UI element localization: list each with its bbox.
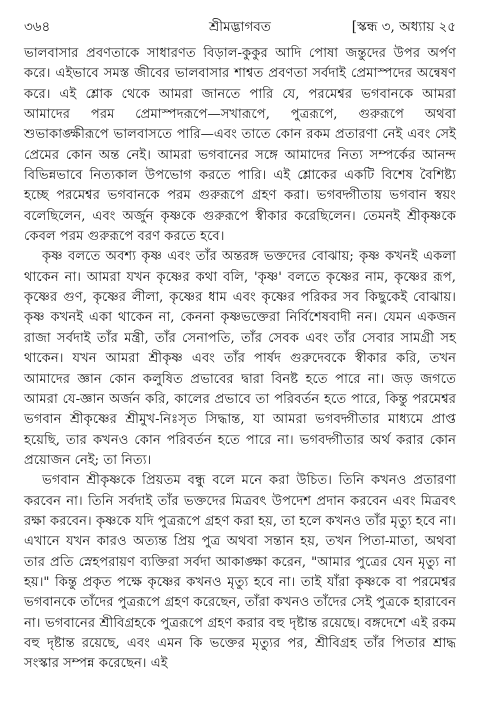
book-page [24,14,456,704]
paragraph-1: ভালবাসার প্রবণতাকে সাধারণত বিড়াল-কুকুর আদি পোষা জন্তুদের উপর অর্পণ করে। এইভাবে সমস্ত জীবের ভালবাসার শাশ্বত প্রবণতা সর্বদাই প্রেমাস্পদের অন্বেষণ করে। এই শ্লোক থেকে আমরা জানতে পারি যে, পরমেশ্বর ভগবানকে আমরা আমাদের পরম প্রেমাস্পদরূপে—সখারূপে, পুত্ররূপে, গুরুরূপে অথবা শুভাকাঙ্ক্ষীরূপে ভালবাসতে পারি—এবং তাতে কোন রকম প্রতারণা নেই এবং সেই প্রেমের কোন অন্ত নেই। আমরা ভগবানের সঙ্গে আমাদের নিত্য সম্পর্কের আনন্দ বিভিন্নভাবে নিত্যকাল উপভোগ করতে পারি। এই শ্লোকের একটি বিশেষ বৈশিষ্ট্য হচ্ছে পরমেশ্বর ভগবানকে পরম গুরুরূপে গ্রহণ করা। ভগবদ্গীতায় ভগবান স্বয়ং বলেছিলেন, এবং অর্জুন কৃষ্ণকে গুরুরূপে স্বীকার করেছিলেন। তেমনই শ্রীকৃষ্ণকে কেবল পরম গুরুরূপে বরণ করতে হবে। [24,46,456,245]
chapter-reference: [স্কন্ধ ৩, অধ্যায় ২৫ [351,19,456,35]
paragraph-3: ভগবান শ্রীকৃষ্ণকে প্রিয়তম বন্ধু বলে মনে করা উচিত। তিনি কখনও প্রতারণা করবেন না। তিনি সর্বদাই তাঁর ভক্তদের মিত্রবৎ উপদেশ প্রদান করবেন এবং মিত্রবৎ রক্ষা করবেন। কৃষ্ণকে যদি পুত্ররূপে গ্রহণ করা হয়, তা হলে কখনও তাঁর মৃত্যু হবে না। এখানে যখন কারও অত্যন্ত প্রিয় পুত্র অথবা সন্তান হয়, তখন পিতা-মাতা, অথবা তার প্রতি স্নেহপরায়ণ ব্যক্তিরা সর্বদা আকাঙ্ক্ষা করেন, "আমার পুত্রের যেন মৃত্যু না হয়।" কিন্তু প্রকৃত পক্ষে কৃষ্ণের কখনও মৃত্যু হবে না। তাই যাঁরা কৃষ্ণকে বা পরমেশ্বর ভগবানকে তাঁদের পুত্ররূপে গ্রহণ করেছেন, তাঁরা কখনও তাঁদের সেই পুত্রকে হারাবেন না। ভগবানের শ্রীবিগ্রহকে পুত্ররূপে গ্রহণ করার বহু দৃষ্টান্ত রয়েছে। বঙ্গদেশে এই রকম বহু দৃষ্টান্ত রয়েছে, এবং এমন কি ভক্তের মৃত্যুর পর, শ্রীবিগ্রহ তাঁর পিতার শ্রাদ্ধ সংস্কার সম্পন্ন করেছেন। এই [24,473,456,672]
book-title: শ্রীমদ্ভাগবত [209,19,271,35]
purport-text [24,44,456,675]
page-number: ৩৬৪ [24,19,51,35]
running-head [24,14,456,40]
paragraph-2: কৃষ্ণ বলতে অবশ্য কৃষ্ণ এবং তাঁর অন্তরঙ্গ ভক্তদের বোঝায়; কৃষ্ণ কখনই একলা থাকেন না। আমরা যখন কৃষ্ণের কথা বলি, 'কৃষ্ণ' বলতে কৃষ্ণের নাম, কৃষ্ণের রূপ, কৃষ্ণের গুণ, কৃষ্ণের লীলা, কৃষ্ণের ধাম এবং কৃষ্ণের পরিকর সব কিছুকেই বোঝায়। কৃষ্ণ কখনই একা থাকেন না, কেননা কৃষ্ণভক্তেরা নির্বিশেষবাদী নন। যেমন একজন রাজা সর্বদাই তাঁর মন্ত্রী, তাঁর সেনাপতি, তাঁর সেবক এবং তাঁর সেবার সামগ্রী সহ থাকেন। যখন আমরা শ্রীকৃষ্ণ এবং তাঁর পার্ষদ গুরুদেবকে স্বীকার করি, তখন আমাদের জ্ঞান কোন কলুষিত প্রভাবের দ্বারা বিনষ্ট হতে পারে না। জড় জগতে আমরা যে-জ্ঞান অর্জন করি, কালের প্রভাবে তা পরিবর্তন হতে পারে, কিন্তু পরমেশ্বর ভগবান শ্রীকৃষ্ণের শ্রীমুখ-নিঃসৃত সিদ্ধান্ত, যা আমরা ভগবদ্গীতার মাধ্যমে প্রাপ্ত হয়েছি, তার কখনও কোন পরিবর্তন হতে পারে না। ভগবদ্গীতার অর্থ করার কোন প্রয়োজন নেই; তা নিত্য। [24,249,456,468]
